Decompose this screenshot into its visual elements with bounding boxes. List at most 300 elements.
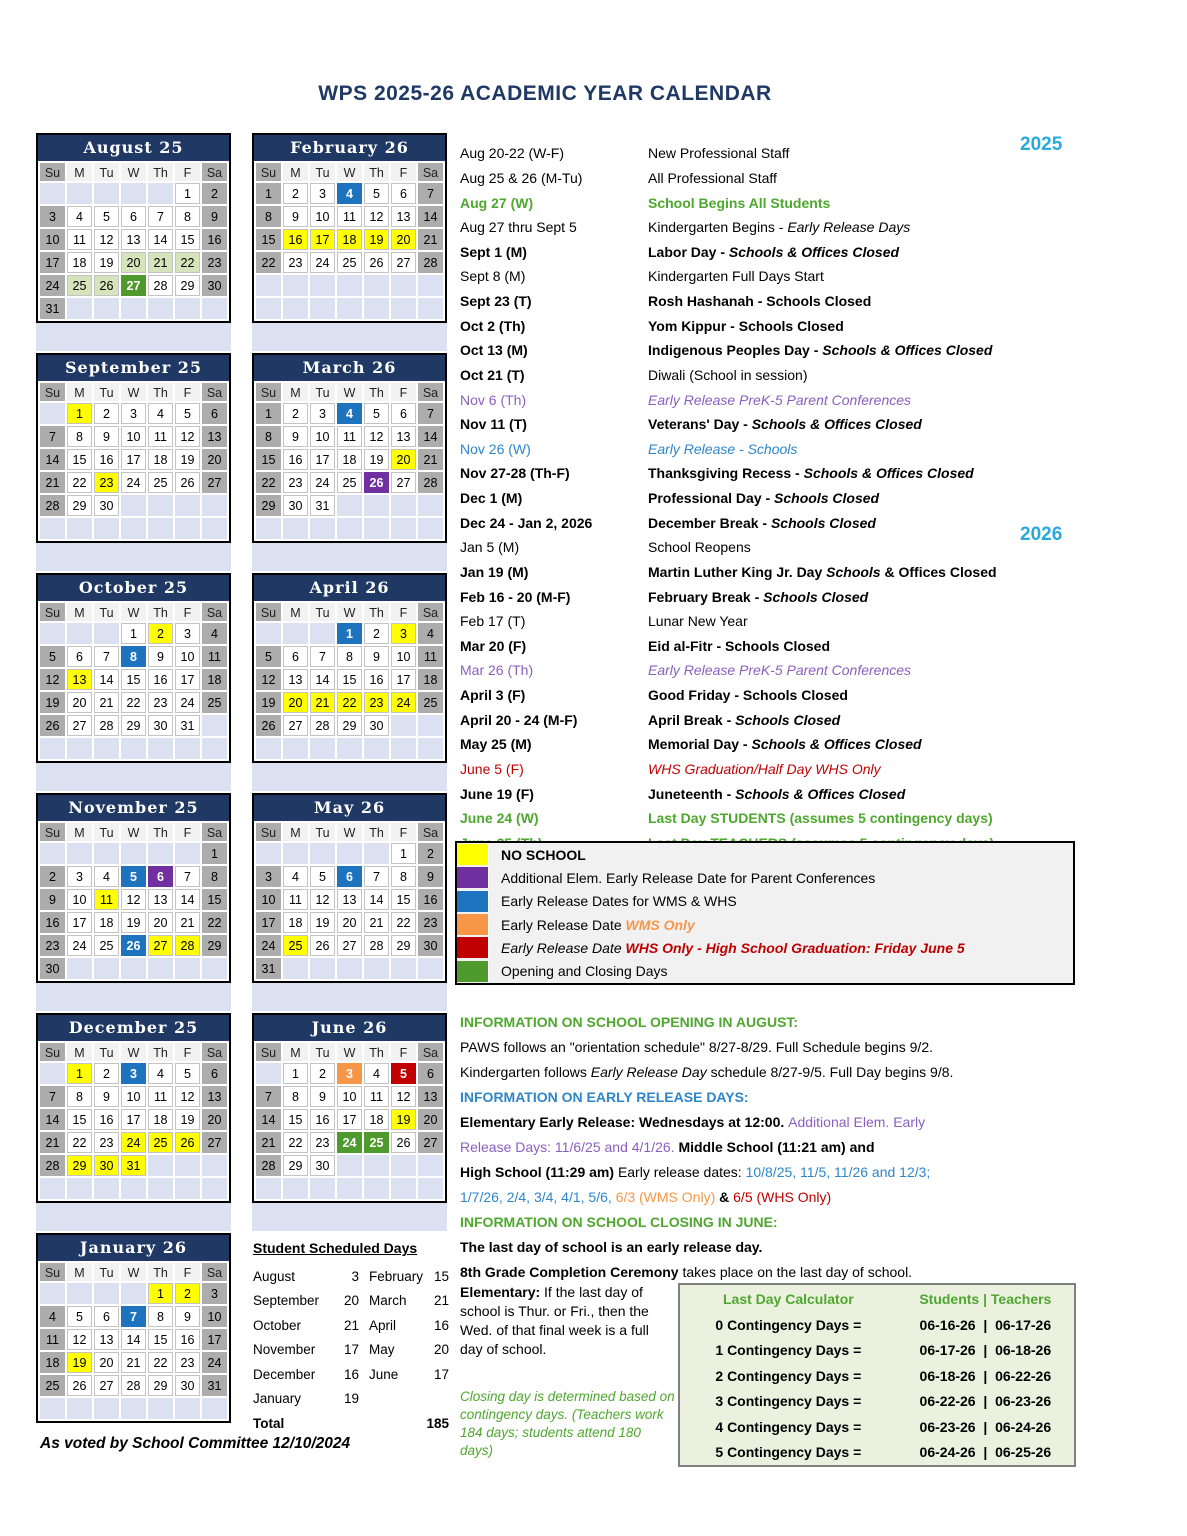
event-description	[648, 342, 1085, 358]
info-line	[460, 1160, 1100, 1185]
day-cell: 13	[418, 1086, 443, 1107]
day-cell	[337, 298, 362, 319]
day-cell: 6	[337, 866, 362, 887]
day-cell: 29	[175, 275, 200, 296]
day-cell	[337, 518, 362, 539]
day-cell	[364, 1178, 389, 1199]
weekday-label: Tu	[94, 603, 119, 621]
day-cell: 3	[337, 1063, 362, 1084]
event-description	[648, 170, 1085, 186]
weekday-label: M	[67, 383, 92, 401]
day-cell: 10	[175, 646, 200, 667]
text-segment: Release Days: 11/6/25 and 4/1/26.	[460, 1139, 679, 1155]
day-cell: 28	[418, 472, 443, 493]
weekday-label: Sa	[202, 383, 227, 401]
weekday-label: Th	[364, 1043, 389, 1061]
text-segment: & Offices Closed	[880, 563, 997, 580]
day-cell: 21	[418, 229, 443, 250]
day-cell: 1	[67, 1063, 92, 1084]
day-cell: 19	[310, 912, 335, 933]
day-cell	[310, 275, 335, 296]
day-cell: 27	[391, 472, 416, 493]
day-cell: 27	[121, 275, 146, 296]
day-cell: 26	[364, 252, 389, 273]
day-cell: 11	[40, 1329, 65, 1350]
day-cell: 27	[148, 935, 173, 956]
day-cell	[121, 518, 146, 539]
month-name: December	[253, 1366, 316, 1382]
text-segment: All Professional Staff	[648, 169, 777, 186]
text-segment: Early Release Days	[787, 219, 911, 236]
day-cell: 20	[391, 449, 416, 470]
day-cell: 24	[310, 252, 335, 273]
day-cell: 20	[337, 912, 362, 933]
event-description	[648, 367, 1085, 383]
weekday-label: Su	[40, 823, 65, 841]
calculator-row	[680, 1414, 1074, 1440]
text-segment: Early release dates:	[617, 1164, 746, 1180]
weekday-label: Tu	[94, 383, 119, 401]
day-cell: 21	[175, 912, 200, 933]
day-cell: 17	[67, 912, 92, 933]
day-cell	[364, 495, 389, 516]
text-segment: High School (11:29 am)	[460, 1164, 618, 1180]
text-segment: Lunar New Year	[648, 613, 748, 630]
event-date: Feb 16 - 20 (M-F)	[460, 588, 571, 605]
day-cell: 2	[94, 1063, 119, 1084]
day-cell	[391, 518, 416, 539]
text-segment: Good Friday - Schools Closed	[648, 687, 848, 704]
scheduled-days-total	[253, 1411, 449, 1436]
day-cell: 28	[94, 715, 119, 736]
day-cell: 17	[202, 1329, 227, 1350]
day-cell: 19	[121, 912, 146, 933]
text-segment: Thanksgiving Recess -	[648, 465, 804, 482]
weekday-label: Tu	[310, 1043, 335, 1061]
day-cell: 15	[121, 669, 146, 690]
day-cell: 14	[121, 1329, 146, 1350]
day-cell	[418, 495, 443, 516]
day-cell: 28	[310, 715, 335, 736]
event-date: Jan 5 (M)	[460, 539, 520, 556]
info-line	[460, 1235, 1100, 1260]
day-cell: 9	[364, 646, 389, 667]
day-cell	[148, 1398, 173, 1419]
day-cell: 28	[256, 1155, 281, 1176]
day-cell: 20	[67, 692, 92, 713]
day-cell: 31	[40, 298, 65, 319]
day-cell: 19	[364, 229, 389, 250]
day-cell	[121, 495, 146, 516]
text-segment: WHS Graduation/Half Day WHS Only	[648, 760, 881, 777]
day-cell	[202, 495, 227, 516]
day-cell: 30	[364, 715, 389, 736]
day-cell: 2	[283, 403, 308, 424]
day-cell: 8	[148, 1306, 173, 1327]
day-cell	[283, 275, 308, 296]
day-cell	[40, 1063, 65, 1084]
day-cell	[256, 518, 281, 539]
day-cell: 1	[256, 183, 281, 204]
weekday-label: Sa	[418, 1043, 443, 1061]
day-cell: 23	[418, 912, 443, 933]
day-cell: 9	[283, 426, 308, 447]
event-date: June 19 (F)	[460, 785, 534, 802]
info-line	[460, 1035, 1100, 1060]
day-cell	[391, 958, 416, 979]
day-cell: 25	[40, 1375, 65, 1396]
day-cell: 8	[67, 1086, 92, 1107]
contingency-label: 1 Contingency Days =	[715, 1342, 862, 1359]
month-name: January	[253, 1391, 302, 1407]
day-cell: 18	[148, 449, 173, 470]
text-segment: Diwali (School in session)	[648, 366, 808, 383]
day-cell: 30	[202, 275, 227, 296]
day-cell	[310, 298, 335, 319]
day-cell: 24	[40, 275, 65, 296]
day-cell: 18	[202, 669, 227, 690]
day-cell	[310, 518, 335, 539]
day-cell	[391, 715, 416, 736]
day-cell: 1	[283, 1063, 308, 1084]
day-cell: 30	[94, 495, 119, 516]
day-cell: 2	[40, 866, 65, 887]
day-cell: 28	[40, 1155, 65, 1176]
day-cell: 23	[148, 692, 173, 713]
day-cell: 31	[121, 1155, 146, 1176]
event-date: June 5 (F)	[460, 760, 524, 777]
day-cell	[202, 715, 227, 736]
day-cell: 27	[94, 1375, 119, 1396]
day-cell: 14	[256, 1109, 281, 1130]
day-cell: 2	[364, 623, 389, 644]
day-cell: 13	[148, 889, 173, 910]
event-row	[460, 461, 1085, 486]
day-cell	[121, 1283, 146, 1304]
day-cell	[67, 738, 92, 759]
event-date: Mar 20 (F)	[460, 637, 527, 654]
day-cell: 5	[175, 403, 200, 424]
information-section	[460, 1010, 1100, 1285]
day-cell: 25	[148, 1132, 173, 1153]
day-cell: 24	[337, 1132, 362, 1153]
day-cell	[364, 738, 389, 759]
day-cell: 18	[67, 252, 92, 273]
event-row	[460, 781, 1085, 806]
calculator-row	[680, 1389, 1074, 1415]
day-cell: 9	[94, 1086, 119, 1107]
event-row	[460, 732, 1085, 757]
day-cell: 28	[364, 935, 389, 956]
day-cell: 13	[67, 669, 92, 690]
day-cell: 3	[121, 403, 146, 424]
text-segment: INFORMATION ON EARLY RELEASE DAYS:	[460, 1089, 749, 1105]
day-cell: 10	[391, 646, 416, 667]
day-cell	[175, 958, 200, 979]
day-cell: 21	[148, 252, 173, 273]
text-segment: 10/8/25, 11/5, 11/26 and 12/3;	[745, 1164, 931, 1180]
day-cell: 30	[94, 1155, 119, 1176]
weekday-label: M	[67, 1043, 92, 1061]
legend-item-early-release-wms-only	[457, 913, 1073, 936]
day-cell: 5	[94, 206, 119, 227]
day-cell: 27	[67, 715, 92, 736]
day-cell: 22	[148, 1352, 173, 1373]
day-cell: 5	[391, 1063, 416, 1084]
month-title: May 26	[254, 795, 445, 821]
contingency-dates: 06-16-26 | 06-17-26	[919, 1316, 1052, 1333]
day-cell: 27	[337, 935, 362, 956]
text-segment: &	[715, 1189, 734, 1205]
day-cell: 24	[310, 472, 335, 493]
text-segment: Indigenous Peoples Day -	[648, 342, 823, 359]
total-label: Total	[253, 1415, 285, 1431]
scheduled-days-heading: Student Scheduled Days	[253, 1240, 418, 1256]
day-cell	[256, 738, 281, 759]
day-cell	[94, 183, 119, 204]
total-value: 185	[426, 1415, 449, 1431]
text-segment: Kindergarten Begins -	[648, 219, 788, 236]
text-segment: Schools	[826, 563, 881, 580]
day-cell: 3	[40, 206, 65, 227]
day-cell: 25	[202, 692, 227, 713]
day-cell: 7	[148, 206, 173, 227]
day-cell	[202, 298, 227, 319]
info-line	[460, 1060, 1100, 1085]
day-cell: 26	[94, 275, 119, 296]
day-cell: 27	[202, 472, 227, 493]
text-segment: Labor Day -	[648, 243, 729, 260]
event-row	[460, 757, 1085, 782]
day-cell: 4	[364, 1063, 389, 1084]
text-segment: Schools Closed	[763, 588, 869, 605]
mini-calendar-august	[36, 133, 231, 323]
text-segment: 6/3 (WMS Only)	[615, 1189, 716, 1205]
scheduled-days-row	[253, 1289, 449, 1314]
weekday-label: M	[283, 603, 308, 621]
day-cell: 5	[256, 646, 281, 667]
day-cell: 27	[202, 1132, 227, 1153]
day-cell: 25	[418, 692, 443, 713]
day-cell: 30	[418, 935, 443, 956]
event-date: Mar 26 (Th)	[460, 662, 534, 679]
text-segment: Schools & Offices Closed	[822, 342, 993, 359]
day-cell: 7	[364, 866, 389, 887]
scheduled-days-row	[253, 1264, 449, 1289]
day-cell: 4	[94, 866, 119, 887]
calculator-header	[680, 1285, 1074, 1312]
month-title: August 25	[38, 135, 229, 161]
contingency-label: 4 Contingency Days =	[715, 1418, 862, 1435]
day-cell: 22	[256, 252, 281, 273]
day-cell: 28	[418, 252, 443, 273]
event-description	[648, 416, 1085, 432]
month-days: 20	[433, 1342, 449, 1358]
day-cell: 19	[175, 1109, 200, 1130]
weekday-label: Sa	[202, 603, 227, 621]
day-cell: 6	[94, 1306, 119, 1327]
day-cell: 6	[121, 206, 146, 227]
month-days: 17	[433, 1366, 449, 1382]
day-cell: 27	[391, 252, 416, 273]
weekday-label: F	[175, 163, 200, 181]
calculator-row	[680, 1312, 1074, 1338]
event-row	[460, 707, 1085, 732]
day-cell: 31	[256, 958, 281, 979]
day-cell: 18	[148, 1109, 173, 1130]
day-cell: 22	[67, 472, 92, 493]
day-cell	[121, 843, 146, 864]
day-cell: 6	[202, 403, 227, 424]
day-cell: 18	[337, 449, 362, 470]
day-cell: 31	[202, 1375, 227, 1396]
text-segment: Schools & Offices Closed	[751, 416, 922, 433]
day-cell: 25	[337, 472, 362, 493]
day-cell: 7	[40, 426, 65, 447]
event-date: Aug 20-22 (W-F)	[460, 145, 564, 162]
weekday-label: M	[283, 1043, 308, 1061]
weekday-label: Sa	[418, 823, 443, 841]
weekday-label: Th	[364, 383, 389, 401]
day-cell: 23	[94, 1132, 119, 1153]
day-cell: 21	[94, 692, 119, 713]
day-cell: 2	[310, 1063, 335, 1084]
footer-note: As voted by School Committee 12/10/2024	[40, 1435, 351, 1452]
day-cell	[283, 298, 308, 319]
contingency-dates: 06-18-26 | 06-22-26	[919, 1367, 1052, 1384]
text-segment: Schools & Offices Closed	[728, 243, 900, 260]
day-cell	[256, 275, 281, 296]
day-cell: 21	[40, 472, 65, 493]
page-title: WPS 2025-26 ACADEMIC YEAR CALENDAR	[318, 82, 772, 105]
day-cell: 7	[310, 646, 335, 667]
day-cell	[94, 1178, 119, 1199]
day-cell: 10	[202, 1306, 227, 1327]
text-segment: Early Release Date	[501, 916, 626, 933]
event-description	[648, 564, 1085, 580]
text-segment: INFORMATION ON SCHOOL CLOSING IN JUNE:	[460, 1214, 778, 1230]
day-cell	[364, 275, 389, 296]
day-cell	[418, 298, 443, 319]
day-cell	[202, 1398, 227, 1419]
day-cell: 4	[148, 403, 173, 424]
event-date: Oct 21 (T)	[460, 366, 525, 383]
day-cell: 13	[202, 426, 227, 447]
text-segment: Early Release Dates for WMS & WHS	[501, 893, 737, 910]
day-cell: 14	[148, 229, 173, 250]
day-cell	[418, 518, 443, 539]
day-cell: 7	[94, 646, 119, 667]
day-cell	[364, 518, 389, 539]
day-cell: 16	[94, 1109, 119, 1130]
day-cell	[67, 183, 92, 204]
event-row	[460, 412, 1085, 437]
day-cell: 11	[148, 1086, 173, 1107]
day-cell	[418, 958, 443, 979]
day-cell: 19	[175, 449, 200, 470]
weekday-label: Th	[148, 163, 173, 181]
day-cell: 7	[418, 403, 443, 424]
day-cell: 10	[40, 229, 65, 250]
info-line	[460, 1085, 1100, 1110]
event-description	[648, 268, 1085, 284]
text-segment: School Reopens	[648, 539, 751, 556]
day-cell: 25	[67, 275, 92, 296]
day-cell: 29	[67, 1155, 92, 1176]
event-row	[460, 190, 1085, 215]
day-cell: 15	[202, 889, 227, 910]
month-title: November 25	[38, 795, 229, 821]
weekday-label: W	[337, 823, 362, 841]
day-cell: 23	[94, 472, 119, 493]
day-cell: 11	[364, 1086, 389, 1107]
day-cell: 9	[40, 889, 65, 910]
day-cell: 2	[148, 623, 173, 644]
day-cell: 17	[121, 1109, 146, 1130]
calculator-row	[680, 1440, 1074, 1466]
day-cell: 7	[175, 866, 200, 887]
event-row	[460, 609, 1085, 634]
weekday-label: W	[121, 1263, 146, 1281]
info-line	[460, 1210, 1100, 1235]
weekday-label: Tu	[310, 383, 335, 401]
day-cell	[94, 298, 119, 319]
event-row	[460, 289, 1085, 314]
day-cell: 12	[121, 889, 146, 910]
day-cell: 11	[148, 426, 173, 447]
day-cell	[148, 738, 173, 759]
day-cell	[391, 298, 416, 319]
legend-color-swatch	[457, 937, 489, 958]
text-segment: 1/7/26, 2/4, 3/4, 4/1, 5/6,	[460, 1189, 616, 1205]
event-description	[648, 293, 1085, 309]
day-cell	[67, 1398, 92, 1419]
event-date: June 24 (W)	[460, 810, 539, 827]
day-cell: 9	[148, 646, 173, 667]
text-segment: Opening and Closing Days	[501, 963, 668, 980]
day-cell: 8	[121, 646, 146, 667]
day-cell: 5	[40, 646, 65, 667]
weekday-label: Th	[364, 163, 389, 181]
day-cell: 25	[94, 935, 119, 956]
day-cell: 6	[418, 1063, 443, 1084]
day-cell: 5	[67, 1306, 92, 1327]
year-label: 2025	[1020, 134, 1063, 155]
weekday-label: F	[391, 603, 416, 621]
day-cell: 20	[283, 692, 308, 713]
day-cell: 25	[337, 252, 362, 273]
event-description	[648, 441, 1085, 457]
day-cell: 24	[67, 935, 92, 956]
weekday-label: W	[337, 603, 362, 621]
day-cell: 12	[364, 206, 389, 227]
weekday-label: Su	[256, 823, 281, 841]
text-segment: Memorial Day -	[648, 736, 752, 753]
day-cell: 13	[337, 889, 362, 910]
text-segment: Last Day STUDENTS (assumes 5 contingency days)	[648, 810, 993, 827]
legend-item-early-release-wms-whs	[457, 890, 1073, 913]
day-cell: 16	[94, 449, 119, 470]
event-description	[648, 687, 1085, 703]
day-cell: 22	[391, 912, 416, 933]
event-description	[648, 490, 1085, 506]
day-cell: 25	[283, 935, 308, 956]
event-description	[648, 761, 1085, 777]
day-cell: 6	[283, 646, 308, 667]
month-title: February 26	[254, 135, 445, 161]
day-cell: 17	[337, 1109, 362, 1130]
day-cell: 14	[175, 889, 200, 910]
